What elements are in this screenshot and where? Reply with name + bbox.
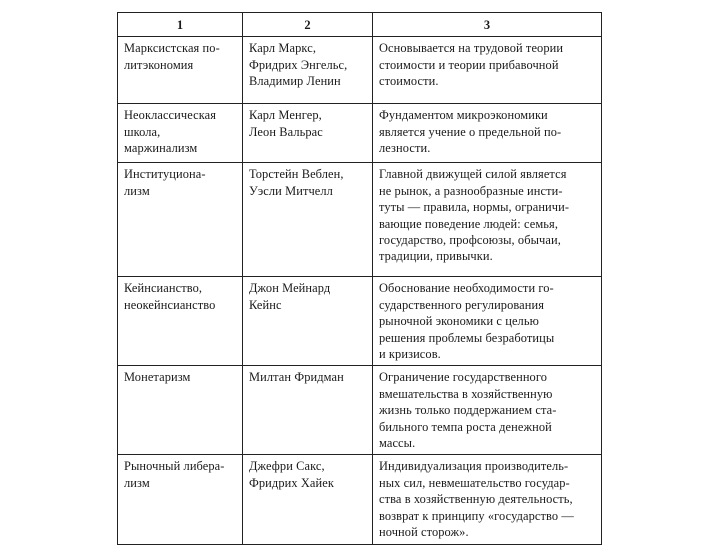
table-row	[118, 163, 602, 277]
table-row	[118, 277, 602, 366]
description-line: традиции, привычки.	[379, 249, 493, 264]
description-line: не рынок, а разнообразные инсти-	[379, 183, 563, 198]
description-line: стоимости и теории прибавочной	[379, 57, 559, 72]
author-line: Джон Мейнард	[249, 281, 331, 296]
school-line: Марксистская по-	[124, 41, 220, 56]
description-line: ства в хозяйственную деятельность,	[379, 492, 573, 507]
school-line: литэкономия	[124, 57, 194, 72]
table-row	[118, 455, 602, 544]
school-line: неокейнсианство	[124, 297, 216, 312]
school-line: лизм	[124, 475, 150, 490]
school-cell	[118, 455, 243, 544]
author-line: Уэсли Митчелл	[249, 183, 333, 198]
school-line: Монетаризм	[124, 370, 191, 385]
description-line: возврат к принципу «государство —	[379, 508, 574, 523]
author-line: Карл Маркс,	[249, 41, 317, 56]
description-line: государство, профсоюзы, обычаи,	[379, 233, 561, 248]
description-line: является учение о предельной по-	[379, 124, 562, 139]
description-line: вмешательства в хозяйственную	[379, 386, 553, 401]
description-line: Фундаментом микроэкономики	[379, 108, 548, 123]
school-cell	[118, 366, 243, 455]
description-cell	[373, 455, 602, 544]
author-line: Леон Вальрас	[249, 124, 323, 139]
column-header-2: 2	[243, 13, 373, 37]
description-line: рыночной экономики с целью	[379, 314, 539, 329]
description-line: Главной движущей силой является	[379, 167, 567, 182]
school-line: маржинализм	[124, 141, 198, 156]
author-line: Торстейн Веблен,	[249, 167, 344, 182]
author-line: Фридрих Энгельс,	[249, 57, 348, 72]
school-line: Институциона-	[124, 167, 206, 182]
authors-cell	[243, 455, 373, 544]
table-row	[118, 104, 602, 163]
description-cell	[373, 277, 602, 366]
table-body	[118, 37, 602, 544]
description-cell	[373, 37, 602, 104]
school-cell	[118, 37, 243, 104]
author-line: Кейнс	[249, 297, 282, 312]
description-line: решения проблемы безработицы	[379, 330, 555, 345]
description-line: туты — правила, нормы, ограничи-	[379, 200, 570, 215]
description-line: Ограничение государственного	[379, 370, 548, 385]
header-row	[118, 13, 602, 37]
author-line: Карл Менгер,	[249, 108, 322, 123]
description-line: вающие поведение людей: семья,	[379, 216, 559, 231]
description-line: Индивидуализация производитель-	[379, 459, 569, 474]
economic-schools-table-container	[117, 12, 601, 545]
authors-cell	[243, 37, 373, 104]
school-line: лизм	[124, 183, 150, 198]
description-line: сударственного регулирования	[379, 297, 545, 312]
author-line: Милтан Фридман	[249, 370, 344, 385]
school-line: Кейнсианство,	[124, 281, 203, 296]
authors-cell	[243, 277, 373, 366]
author-line: Джефри Сакс,	[249, 459, 325, 474]
authors-cell	[243, 366, 373, 455]
description-cell	[373, 104, 602, 163]
description-line: лезности.	[379, 141, 431, 156]
description-cell	[373, 366, 602, 455]
description-line: Основывается на трудовой теории	[379, 41, 564, 56]
column-header-1: 1	[118, 13, 243, 37]
table-row	[118, 366, 602, 455]
column-header-3: 3	[373, 13, 602, 37]
description-line: ных сил, невмешательство государ-	[379, 475, 570, 490]
school-cell	[118, 163, 243, 277]
table-row	[118, 37, 602, 104]
economic-schools-table	[117, 12, 602, 545]
authors-cell	[243, 163, 373, 277]
description-line: и кризисов.	[379, 347, 441, 362]
school-line: Рыночный либера-	[124, 459, 225, 474]
author-line: Фридрих Хайек	[249, 475, 334, 490]
school-line: Неоклассическая	[124, 108, 217, 123]
author-line: Владимир Ленин	[249, 74, 341, 89]
description-line: стоимости.	[379, 74, 439, 89]
description-line: ночной сторож».	[379, 525, 469, 540]
description-line: Обоснование необходимости го-	[379, 281, 554, 296]
description-cell	[373, 163, 602, 277]
description-line: жизнь только поддержанием ста-	[379, 403, 557, 418]
school-cell	[118, 277, 243, 366]
school-cell	[118, 104, 243, 163]
description-line: бильного темпа роста денежной	[379, 419, 552, 434]
school-line: школа,	[124, 124, 161, 139]
description-line: массы.	[379, 436, 416, 451]
authors-cell	[243, 104, 373, 163]
